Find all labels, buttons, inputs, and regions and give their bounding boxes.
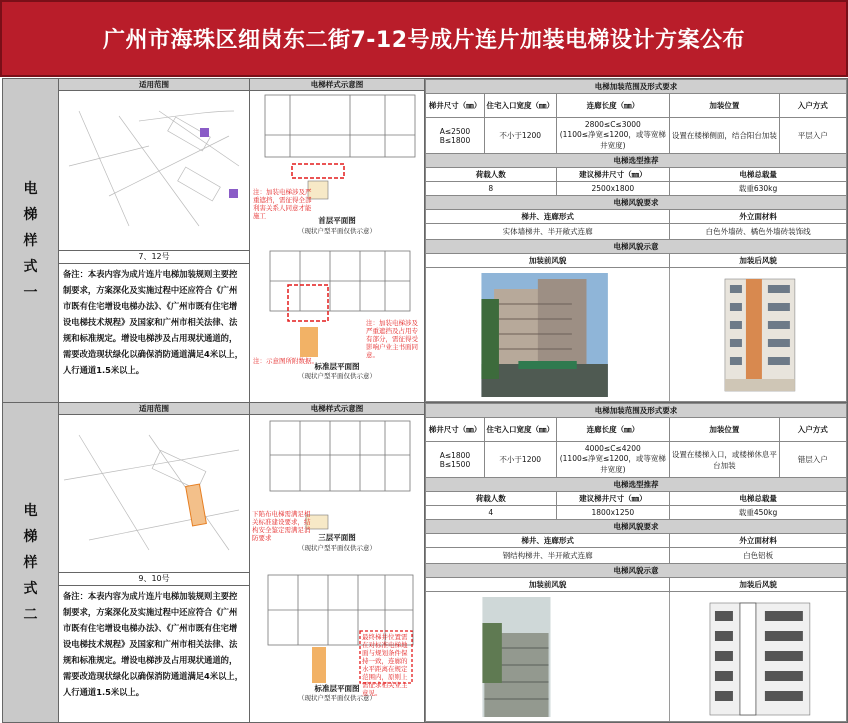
corridor-length: 4000≤C≤4200 (1100≤净宽≤1200，或等宽梯井宽度): [556, 442, 670, 478]
form: 实体墙梯井、半开敞式连廊: [426, 224, 670, 240]
persons: 8: [426, 182, 557, 196]
install-position: 设置在楼梯入口，或楼梯休息平台加装: [670, 442, 779, 478]
corridor-length: 2800≤C≤3000 (1100≤净宽≤1200，或等宽梯井宽度): [556, 118, 670, 154]
entry-width: 不小于1200: [484, 442, 556, 478]
note-1: 备注：本表内容为成片连片电梯加装规则主要控制要求，方案深化及实施过程中还应符合《广州市既有住宅增设电梯办法》、《广州市既有住宅增设电梯技术规程》及国家和广州市相关法律、法规和标准规定。增设电梯涉及占用现状通道的，需要改造现状绿化以确保消防通道满足4米以上，人行通道1.5米以上。: [59, 263, 250, 402]
entry-mode: 错层入户: [779, 442, 846, 478]
spec-panel-2: 电梯加装范围及形式要求 梯井尺寸（㎜） 住宅入口宽度（㎜） 连廊长度（㎜） 加装位置 入户方式 A≤1800 B≤1500 不小于1200 4000≤C≤4200 (1100≤净宽≤1200，或等宽梯井宽度) 设置在楼梯入口，或楼梯休息平台加装 错层入户 电梯选型推荐 荷载人数 建议梯井尺寸（㎜） 电梯总载量 4 1800x1250 载重450kg 电梯风貌要求 梯井、连廊形式 外立面材料 钢结构梯井、半开敞式连廊 白色铝板 电梯风貌示意 加装前风貌 加装后风貌: [425, 403, 848, 723]
style-one-label: 电 梯 样 式 一: [3, 79, 59, 403]
plan-title-4: 标准层平面图: [314, 684, 360, 693]
title-banner: [0, 0, 848, 77]
after-render: [670, 268, 847, 402]
shaft-size: A≤2500 B≤1800: [426, 118, 485, 154]
material: 白色外墙砖、橘色外墙砖装饰线: [670, 224, 847, 240]
persons: 4: [426, 506, 557, 520]
plan-note-2: （现状户型平面仅供示意）: [298, 372, 376, 380]
red-note-5: 最终梯井位置需在对标准电梯地面与规划条件保持一致，连廊的水平距离在规定范围内，原则上需征求相关业主意见。: [362, 633, 408, 697]
material: 白色铝板: [670, 548, 847, 564]
entry-mode: 平层入户: [779, 118, 846, 154]
scope-header: 适用范围: [59, 79, 250, 91]
spec-header: 电梯加装范围及形式要求: [426, 80, 847, 94]
before-photo-2: [426, 592, 670, 722]
spec-panel: 电梯加装范围及形式要求 梯井尺寸（㎜） 住宅入口宽度（㎜） 连廊长度（㎜） 加装位置 入户方式 A≤2500 B≤1800 不小于1200 2800≤C≤3000 (1100≤净宽≤1200，或等宽梯井宽度) 设置在楼梯侧面，结合阳台加装 平层入户 电梯选型推荐 荷载人数 建议梯井尺寸（㎜） 电梯总载量 8 2500x1800 载重630kg 电梯风貌要求 梯井、连廊形式 外立面材料 实体墙梯井、半开敞式连廊 白色外墙砖、橘色外墙砖装饰线 电梯风貌示意 加装前风貌 加装后风貌: [425, 79, 848, 403]
plan-title-2: 标准层平面图: [314, 362, 360, 371]
install-position: 设置在楼梯侧面，结合阳台加装: [670, 118, 779, 154]
load: 载重450kg: [670, 506, 847, 520]
design-table: 电 梯 样 式 一 适用范围 电梯样式示意图 电梯加装范围及形式要求 梯井尺寸（㎜） 住宅入口宽度（㎜） 连廊长度（㎜） 加装位置 入户方式 A≤2500 B≤1800 不小于1200 2800≤C≤3000 (1100≤净宽≤1200，或等宽梯井宽度) 设置在楼梯侧面，结合阳台加装 平层入户 电梯选型推荐 荷载人数 建议梯井尺寸（㎜） 电梯总载量 8 2500x1800 载重630kg 电梯风貌要求 梯井、连廊形式 外立面材料 实体墙梯井、半开敞式连廊 白色外墙砖、橘色外墙砖装饰线 电梯风貌示意 加装前风貌 加装后风貌 首层平面图 （现状户型平面仅供示意） 注：加装电梯涉及严重遮挡，需征得全部利害关系人同意才能施工 注：加装电梯涉及严重遮挡及占用专有部分，需征得受影响户业主书面同意。 注：示意图所附数据。 标准层平面图 （现状户型平面仅供示意） 7、12号 备注：本表内容为成片连片电梯加装规则主要控制要求，方案深化及实施过程中还应符合《广州市既有住宅增设电梯办法》、《广州市既有住宅增设电梯技术规程》及国家和广州市相关法律、法规和标准规定。增设电梯涉及占用现状通道的，需要改造现状绿化以确保消防通道满足4米以上，人行通道1.5米以上。 电 梯 样 式 二 适用范围 电梯样式示意图 电梯加装范围及形式要求 梯井尺寸（㎜） 住宅入口宽度（㎜） 连廊长度（㎜） 加装位置 入户方式 A≤1800 B≤1500 不小于1200 4000≤C≤4200 (1100≤净宽≤1200，或等宽梯井宽度) 设置在楼梯入口，或楼梯休息平台加装 错层入户 电梯选型推荐 荷载人数 建议梯井尺寸（㎜） 电梯总载量 4 1800x1250 载重450kg 电梯风貌要求 梯井、连廊形式 外立面材料 钢结构梯井、半开敞式连廊 白色铝板 电梯风貌示意 加装前风貌 加装后风貌 下陷布电梯需满足相关标准建设要求，结构安全鉴定需满足消防要求 三层平面图 （现状户型平面仅供示意） 最终梯井位置需在对标准电梯地面与规划条件保持一致，连廊的水平距离在规定范围内，原则上需征求相关业主意见。 标准层平面图 （现状户型平面仅供示意） 9、10号 备注：本表内容为成片连片电梯加装规则主要控制要求，方案深化及实施过程中还应符合《广州市既有住宅增设电梯办法》、《广州市既有住宅增设电梯技术规程》及国家和广州市相关法律、法规和标准规定。增设电梯涉及占用现状通道的，需要改造现状绿化以确保消防通道满足4米以上，人行通道1.5米以上。: [2, 78, 848, 723]
form: 钢结构梯井、半开敞式连廊: [426, 548, 670, 564]
red-note-2: 注：加装电梯涉及严重遮挡及占用专有部分，需征得受影响户业主书面同意。: [366, 319, 418, 359]
buildings-2: 9、10号: [59, 573, 250, 586]
buildings-1: 7、12号: [59, 251, 250, 264]
red-note-1: 注：加装电梯涉及严重遮挡，需征得全部利害关系人同意才能施工: [253, 188, 312, 220]
note-2: 备注：本表内容为成片连片电梯加装规则主要控制要求，方案深化及实施过程中还应符合《广州市既有住宅增设电梯办法》、《广州市既有住宅增设电梯技术规程》及国家和广州市相关法律、法规和标准规定。增设电梯涉及占用现状通道的，需要改造现状绿化以确保消防通道满足4米以上，人行通道1.5米以上。: [59, 585, 250, 722]
plan-diagram-2: [250, 415, 425, 723]
style-two-label: 电 梯 样 式 二: [3, 403, 59, 723]
plan-note-3: （现状户型平面仅供示意）: [298, 544, 376, 552]
red-note-4: 下陷布电梯需满足相关标准建设要求，结构安全鉴定需满足消防要求: [252, 510, 311, 542]
plan-note-4: （现状户型平面仅供示意）: [298, 694, 376, 702]
site-map-2: [59, 415, 250, 573]
plan-note-1: （现状户型平面仅供示意）: [298, 227, 376, 235]
page-title: 广州市海珠区细岗东二街7-12号成片连片加装电梯设计方案公布: [102, 28, 746, 53]
before-photo: [426, 268, 670, 402]
load: 载重630kg: [670, 182, 847, 196]
rec-shaft: 1800x1250: [556, 506, 670, 520]
shaft-size: A≤1800 B≤1500: [426, 442, 485, 478]
plan-diagram-1: [250, 91, 425, 403]
entry-width: 不小于1200: [484, 118, 556, 154]
plan-title-3: 三层平面图: [318, 533, 356, 542]
diagram-header: 电梯样式示意图: [250, 79, 425, 91]
plan-title-1: 首层平面图: [318, 216, 356, 225]
after-render-2: [670, 592, 847, 722]
rec-shaft: 2500x1800: [556, 182, 670, 196]
site-map-1: [59, 91, 250, 251]
red-note-3: 注：示意图所附数据。: [253, 357, 318, 365]
